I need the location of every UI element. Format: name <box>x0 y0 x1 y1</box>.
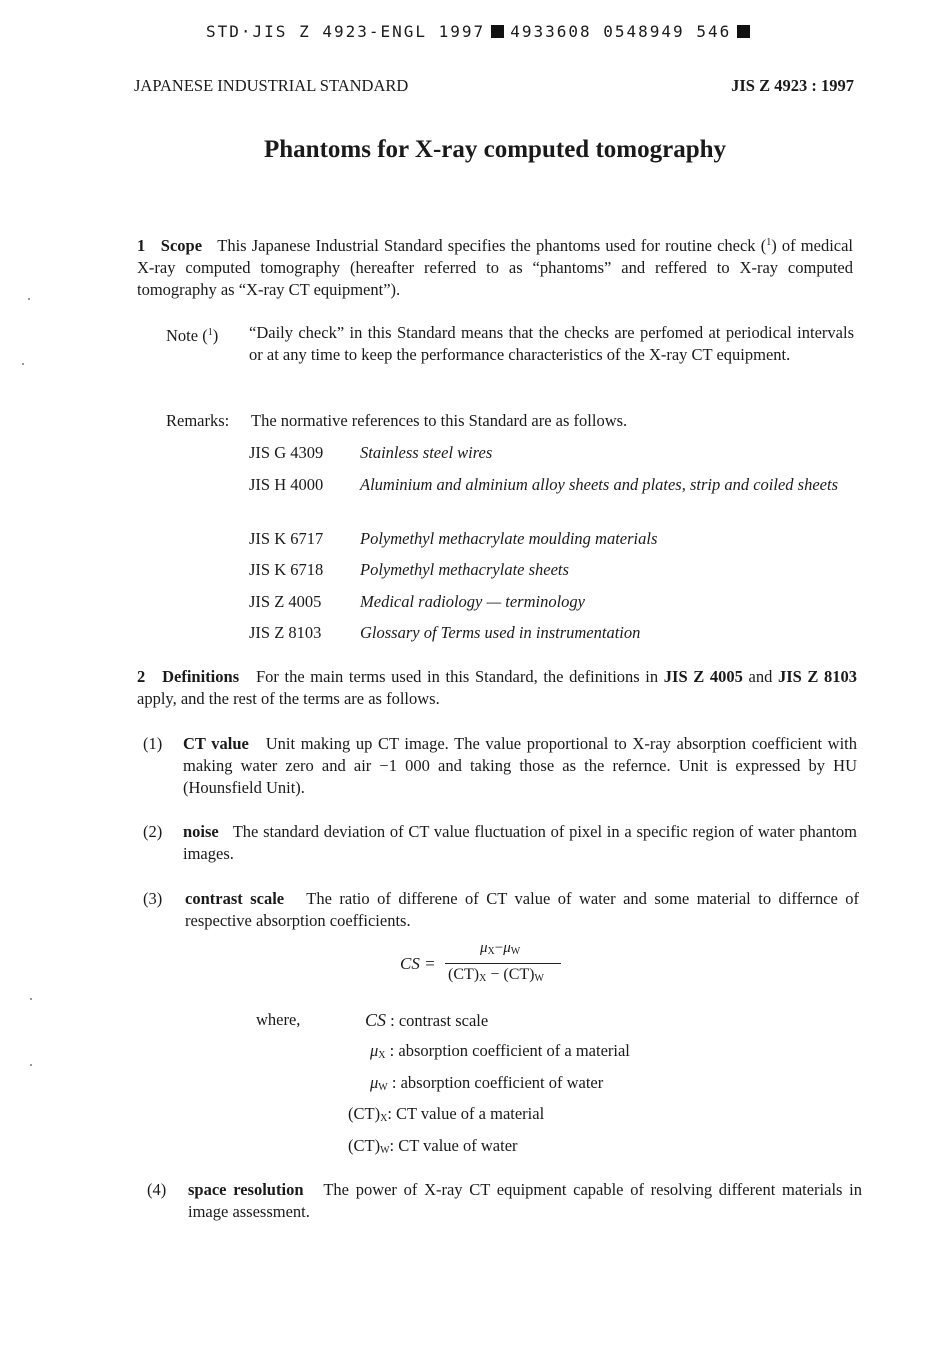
where-description: : absorption coefficient of water <box>391 1073 604 1092</box>
definition-term: CT value <box>183 734 249 753</box>
scan-code-mid: 4933608 0548949 546 <box>510 22 732 41</box>
formula-sub: X <box>487 946 495 957</box>
definition-item <box>183 821 857 865</box>
definition-term: space resolution <box>188 1180 304 1199</box>
fraction-bar <box>445 963 561 964</box>
reference-code: JIS Z 8103 <box>249 623 322 642</box>
where-symbol: (CT) <box>348 1136 381 1155</box>
reference-code: JIS K 6718 <box>249 560 324 579</box>
scan-block-mark <box>491 25 504 38</box>
definition-term: contrast scale <box>185 889 285 908</box>
reference-title: Polymethyl methacrylate sheets <box>360 560 569 579</box>
reference-code: JIS K 6717 <box>249 529 324 548</box>
where-subscript: W <box>378 1082 388 1093</box>
formula-sub: W <box>534 973 544 984</box>
scan-speck <box>30 998 32 1000</box>
where-subscript: W <box>380 1145 390 1156</box>
where-description: : CT value of a material <box>387 1104 545 1123</box>
definition-item <box>183 733 857 799</box>
definition-item <box>185 888 859 932</box>
contrast-scale-formula <box>400 940 570 992</box>
scope-text-a: This Japanese Industrial Standard specifies the phantoms used for routine check ( <box>217 236 767 255</box>
where-label: where, <box>256 1010 301 1029</box>
where-row <box>370 1040 630 1067</box>
where-row <box>348 1103 544 1130</box>
definition-term: noise <box>183 822 219 841</box>
formula-denominator <box>448 966 544 984</box>
definition-text: The power of X-ray CT equipment capable of resolving different materials in image assessment. <box>188 1180 863 1221</box>
where-row <box>348 1135 518 1162</box>
reference-code: JIS Z 4005 <box>249 592 322 611</box>
reference-title: Medical radiology — terminology <box>360 592 586 611</box>
definition-text: The standard deviation of CT value fluctuation of pixel in a specific region of water phantom images. <box>183 822 858 863</box>
formula-sub: X <box>479 973 487 984</box>
scope-heading: Scope <box>160 236 203 255</box>
where-row <box>370 1072 603 1099</box>
scan-speck <box>28 298 30 300</box>
definitions-number: 2 <box>137 667 146 686</box>
reference-code: JIS G 4309 <box>249 443 324 462</box>
definition-item <box>188 1179 862 1223</box>
formula-lhs: CS = <box>400 954 436 973</box>
definitions-ref-2: JIS Z 8103 <box>777 667 858 686</box>
scope-paragraph <box>137 232 853 301</box>
note-label-end: ) <box>212 326 219 345</box>
standard-id: JIS Z 4923 : 1997 <box>731 76 854 95</box>
reference-code: JIS H 4000 <box>249 475 324 494</box>
formula-minus: − <box>490 966 500 983</box>
formula-mu: μ <box>480 940 488 956</box>
org-header: JAPANESE INDUSTRIAL STANDARD <box>134 76 409 95</box>
formula-mu: μ <box>503 940 511 956</box>
note-mark: 1 <box>207 327 213 338</box>
definition-number: (3) <box>143 889 163 908</box>
where-subscript: X <box>380 1113 388 1124</box>
where-symbol: μ <box>370 1073 379 1092</box>
remarks-intro: The normative references to this Standard are as follows. <box>251 411 628 430</box>
formula-ct: (CT) <box>503 966 535 983</box>
where-description: : contrast scale <box>390 1011 489 1030</box>
scan-block-mark <box>737 25 750 38</box>
formula-sub: W <box>510 946 521 957</box>
where-row <box>365 1009 488 1032</box>
scan-speck <box>30 1064 32 1066</box>
definitions-heading: Definitions <box>162 667 240 686</box>
reference-title: Polymethyl methacrylate moulding materials <box>360 529 658 548</box>
definition-number: (2) <box>143 822 163 841</box>
definitions-text-b: and <box>748 667 773 686</box>
note-label-text: Note ( <box>166 326 208 345</box>
definitions-text-c: apply, and the rest of the terms are as follows. <box>137 689 440 708</box>
scan-code-line <box>206 22 756 41</box>
where-symbol: μ <box>370 1041 379 1060</box>
where-description: : CT value of water <box>389 1136 518 1155</box>
definition-number: (1) <box>143 734 163 753</box>
definition-number: (4) <box>147 1180 167 1199</box>
definition-text: The ratio of differene of CT value of water and some material to differnce of respective absorption coefficients. <box>185 889 860 930</box>
reference-title: Glossary of Terms used in instrumentation <box>360 623 641 642</box>
definition-text: Unit making up CT image. The value proportional to X-ray absorption coefficient with making water zero and air −1 000 and taking those as the refernce. Unit is expressed by HU (Hounsfield Unit). <box>183 734 858 797</box>
scope-text-b: ) of medical X-ray computed tomography (hereafter referred to as “phantoms” and reffered to X-ray computed tomography as “X-ray CT equipment”). <box>137 236 854 299</box>
scope-number: 1 <box>137 236 146 255</box>
scan-speck <box>22 363 24 365</box>
formula-minus: − <box>494 940 504 956</box>
where-symbol: CS <box>365 1010 387 1030</box>
definitions-ref-1: JIS Z 4005 <box>663 667 743 686</box>
formula-numerator <box>480 940 520 957</box>
note-text: “Daily check” in this Standard means that the checks are perfomed at periodical intervals or at any time to keep the performance characteristics of the X-ray CT equipment. <box>249 323 854 364</box>
reference-title: Stainless steel wires <box>360 443 493 462</box>
scan-code-left: STD·JIS Z 4923-ENGL 1997 <box>206 22 486 41</box>
page-title: Phantoms for X-ray computed tomography <box>263 136 726 163</box>
note-label <box>166 322 218 347</box>
definitions-text-a: For the main terms used in this Standard, the definitions in <box>255 667 659 686</box>
remarks-label: Remarks: <box>166 411 230 430</box>
where-description: : absorption coefficient of a material <box>389 1041 630 1060</box>
formula-ct: (CT) <box>448 966 480 983</box>
reference-title: Aluminium and alminium alloy sheets and plates, strip and coiled sheets <box>360 475 839 494</box>
where-symbol: (CT) <box>348 1104 381 1123</box>
where-subscript: X <box>378 1050 386 1061</box>
definitions-paragraph <box>137 666 857 710</box>
scope-note-mark: 1 <box>766 237 772 248</box>
